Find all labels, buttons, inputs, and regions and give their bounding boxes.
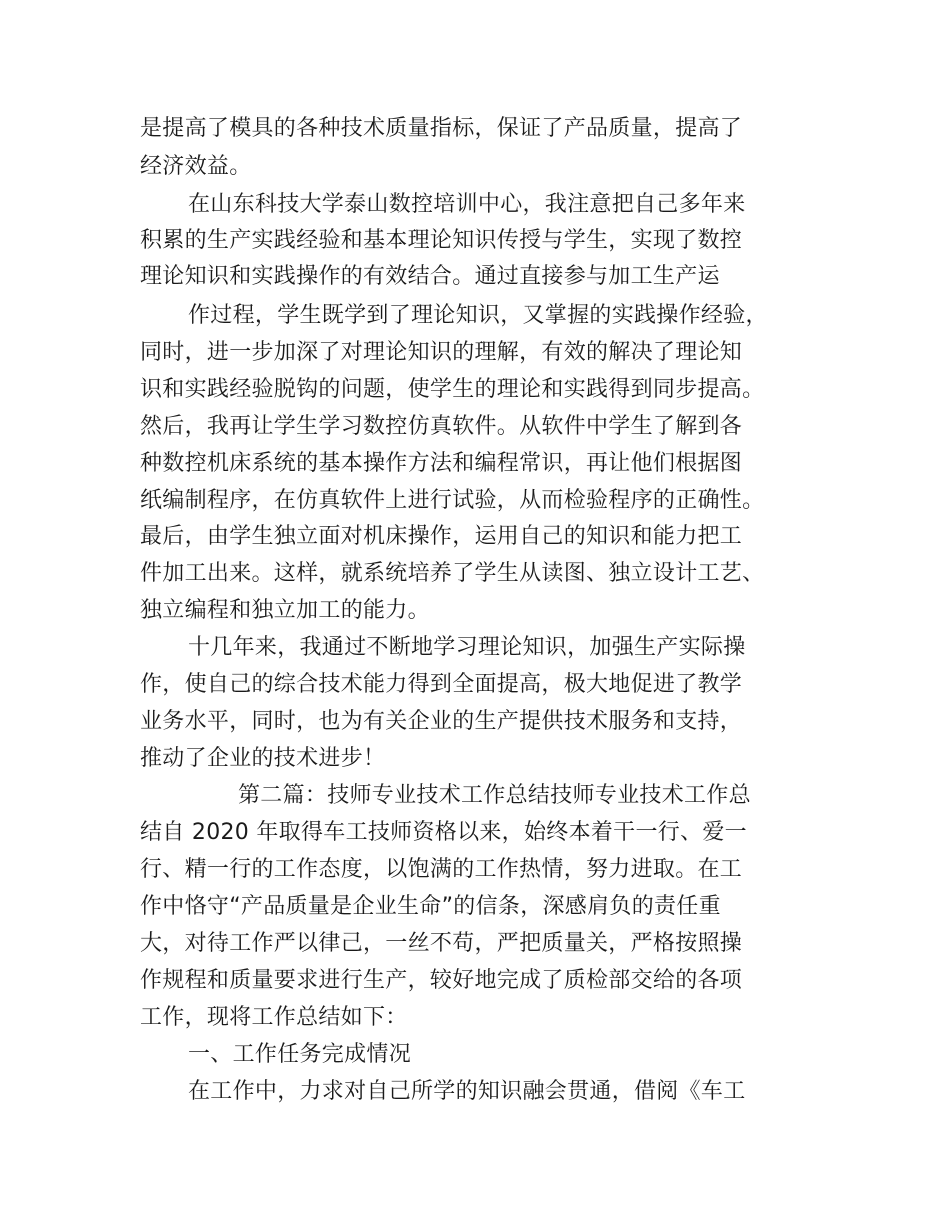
- text-line: 独立编程和独立加工的能力。: [140, 598, 430, 623]
- text-line: 结自 2020 年取得车工技师资格以来，始终本着干一行、爱一: [140, 820, 747, 845]
- text-line: 作中恪守“产品质量是企业生命”的信条，深感肩负的责任重: [140, 894, 721, 919]
- text-line: 业务水平，同时，也为有关企业的生产提供技术服务和支持，: [140, 709, 743, 734]
- text-line: 种数控机床系统的基本操作方法和编程常识，再让他们根据图: [140, 451, 743, 476]
- text-line: 经济效益。: [140, 154, 252, 179]
- text-line: 是提高了模具的各种技术质量指标，保证了产品质量，提高了: [140, 116, 743, 141]
- text-line: 识和实践经验脱钩的问题，使学生的理论和实践得到同步提高。: [140, 377, 765, 402]
- text-line: 然后，我再让学生学习数控仿真软件。从软件中学生了解到各: [140, 414, 743, 439]
- text-line: 在工作中，力求对自己所学的知识融会贯通，借阅《车工: [188, 1079, 746, 1104]
- text-line: 作过程，学生既学到了理论知识，又掌握的实践操作经验，: [188, 303, 768, 328]
- text-line: 同时，进一步加深了对理论知识的理解，有效的解决了理论知: [140, 340, 743, 365]
- section-heading: 第二篇：技师专业技术工作总结技师专业技术工作总: [238, 783, 751, 808]
- text-line: 最后，由学生独立面对机床操作，运用自己的知识和能力把工: [140, 524, 743, 549]
- text-line: 在山东科技大学泰山数控培训中心，我注意把自己多年来: [188, 192, 746, 217]
- text-line: 作，使自己的综合技术能力得到全面提高，极大地促进了教学: [140, 672, 743, 697]
- text-line: 大，对待工作严以律己，一丝不苟，严把质量关，严格按照操: [140, 931, 743, 956]
- text-line: 推动了企业的技术进步！: [140, 746, 386, 771]
- text-line: 作规程和质量要求进行生产，较好地完成了质检部交给的各项: [140, 968, 743, 993]
- text-line: 纸编制程序，在仿真软件上进行试验，从而检验程序的正确性。: [140, 488, 765, 513]
- text-line: 理论知识和实践操作的有效结合。通过直接参与加工生产运: [140, 264, 720, 289]
- text-line: 行、精一行的工作态度，以饱满的工作热情，努力进取。在工: [140, 857, 743, 882]
- text-line: 十几年来，我通过不断地学习理论知识，加强生产实际操: [188, 635, 746, 660]
- text-line: 积累的生产实践经验和基本理论知识传授与学生，实现了数控: [140, 228, 743, 253]
- text-line: 件加工出来。这样，就系统培养了学生从读图、独立设计工艺、: [140, 561, 765, 586]
- text-line: 工作，现将工作总结如下：: [140, 1005, 408, 1030]
- subsection-heading: 一、工作任务完成情况: [188, 1042, 412, 1067]
